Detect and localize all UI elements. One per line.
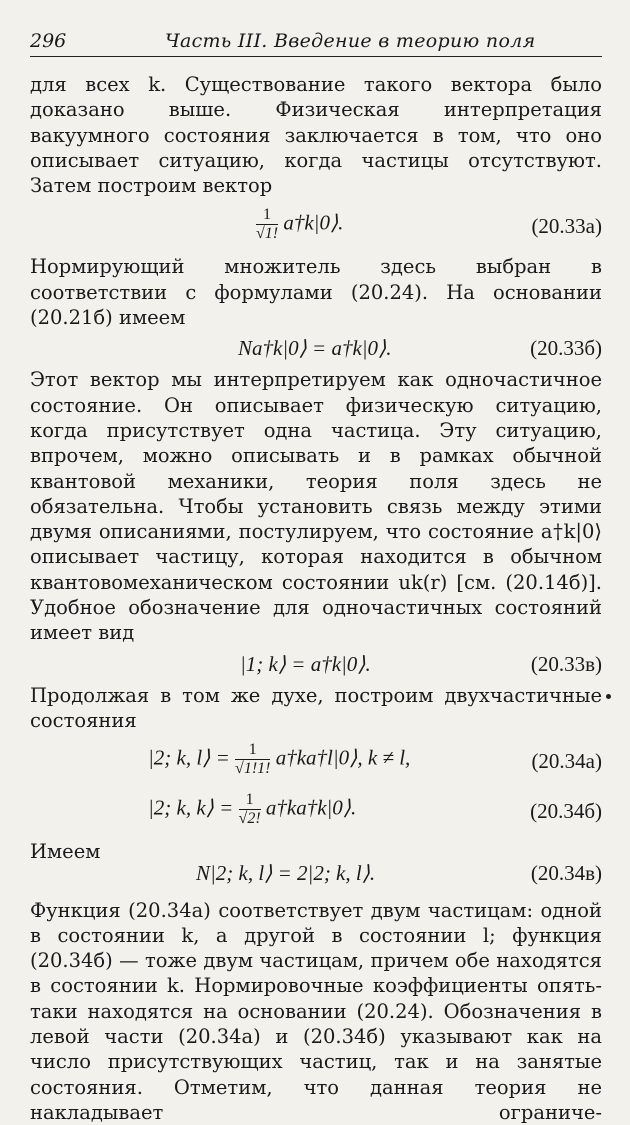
paragraph-6: Функция (20.34а) соответствует двум частицам: одной в состоянии k, а другой в состоянии l; функция (20.34б) — тоже двум частицам, причем обе находятся в состоянии k. Нормировочные коэффициенты опять-таки находятся на основании (20.24). Обозначения в левой части (20.34а) и (20.34б) указывают как на число присутствующих частиц, так и на занятые состояния. Отметим, что данная теория не накладывает ограниче- — [30, 898, 602, 1124]
fraction: $\frac{1}{√2!}$ — [238, 791, 261, 828]
equation-number: (20.33б) — [530, 336, 602, 361]
equation-20-33v — [30, 652, 602, 677]
equation-number: (20.34в) — [530, 860, 602, 885]
formula-20-34a: |2; k, l⟩ = $\frac{1}{√1!1!}$ a†ka†l|0⟩, k ≠ l, — [148, 741, 411, 778]
equation-20-34v — [30, 861, 602, 886]
formula-20-33a — [256, 206, 343, 243]
fraction: $\frac{1}{√1!1!}$ — [235, 741, 271, 778]
paragraph-1: для всех k. Существование такого вектора было доказано выше. Физическая интерпретация вакуумного состояния заключается в том, что оно описывает ситуацию, когда частицы отсутствуют. Затем построим вектор — [30, 73, 602, 198]
running-title: Часть III. Введение в теорию поля — [165, 30, 536, 52]
page-body — [30, 72, 602, 1125]
print-speck — [606, 694, 611, 699]
equation-number: (20.33а) — [531, 214, 602, 239]
equation-number: (20.34а) — [531, 749, 602, 774]
page-number: 296 — [30, 30, 67, 52]
equation-20-34a — [30, 739, 602, 783]
formula-20-34b: |2; k, k⟩ = $\frac{1}{√2!}$ a†ka†k|0⟩. — [148, 791, 357, 828]
formula-20-33b: Na†k|0⟩ = a†k|0⟩. — [238, 336, 392, 361]
formula-20-34v: N|2; k, l⟩ = 2|2; k, l⟩. — [196, 860, 376, 885]
equation-number: (20.33в) — [530, 651, 602, 676]
page-header — [30, 26, 602, 57]
paragraph-3: Этот вектор мы интерпретируем как одночастичное состояние. Он описывает физическую ситуацию, когда присутствует одна частица. Эту ситуацию, впрочем, можно описывать и в рамках обычной квантовой механики, теория поля здесь не обязательна. Чтобы установить связь между этими двумя описаниями, постулируем, что состояние a†k|0⟩ описывает частицу, которая находится в обычном квантовомеханическом состоянии uk(r) [см. (20.14б)]. Удобное обозначение для одночастичных состояний имеет вид — [30, 368, 602, 645]
formula-20-33v: |1; k⟩ = a†k|0⟩. — [240, 651, 371, 676]
fraction: $\frac{1}{√1!}$ — [256, 206, 279, 243]
equation-20-33a — [30, 204, 602, 248]
equation-number: (20.34б) — [530, 799, 602, 824]
paragraph-4: Продолжая в том же духе, построим двухчастичные состояния — [30, 683, 602, 732]
equation-20-33b — [30, 336, 602, 361]
formula-tail: a†k|0⟩. — [283, 210, 344, 235]
paragraph-5: Имеем — [30, 840, 101, 864]
equation-20-34b — [30, 789, 602, 833]
paragraph-2: Нормирующий множитель здесь выбран в соответствии с формулами (20.24). На основании (20.21б) имеем — [30, 255, 602, 330]
